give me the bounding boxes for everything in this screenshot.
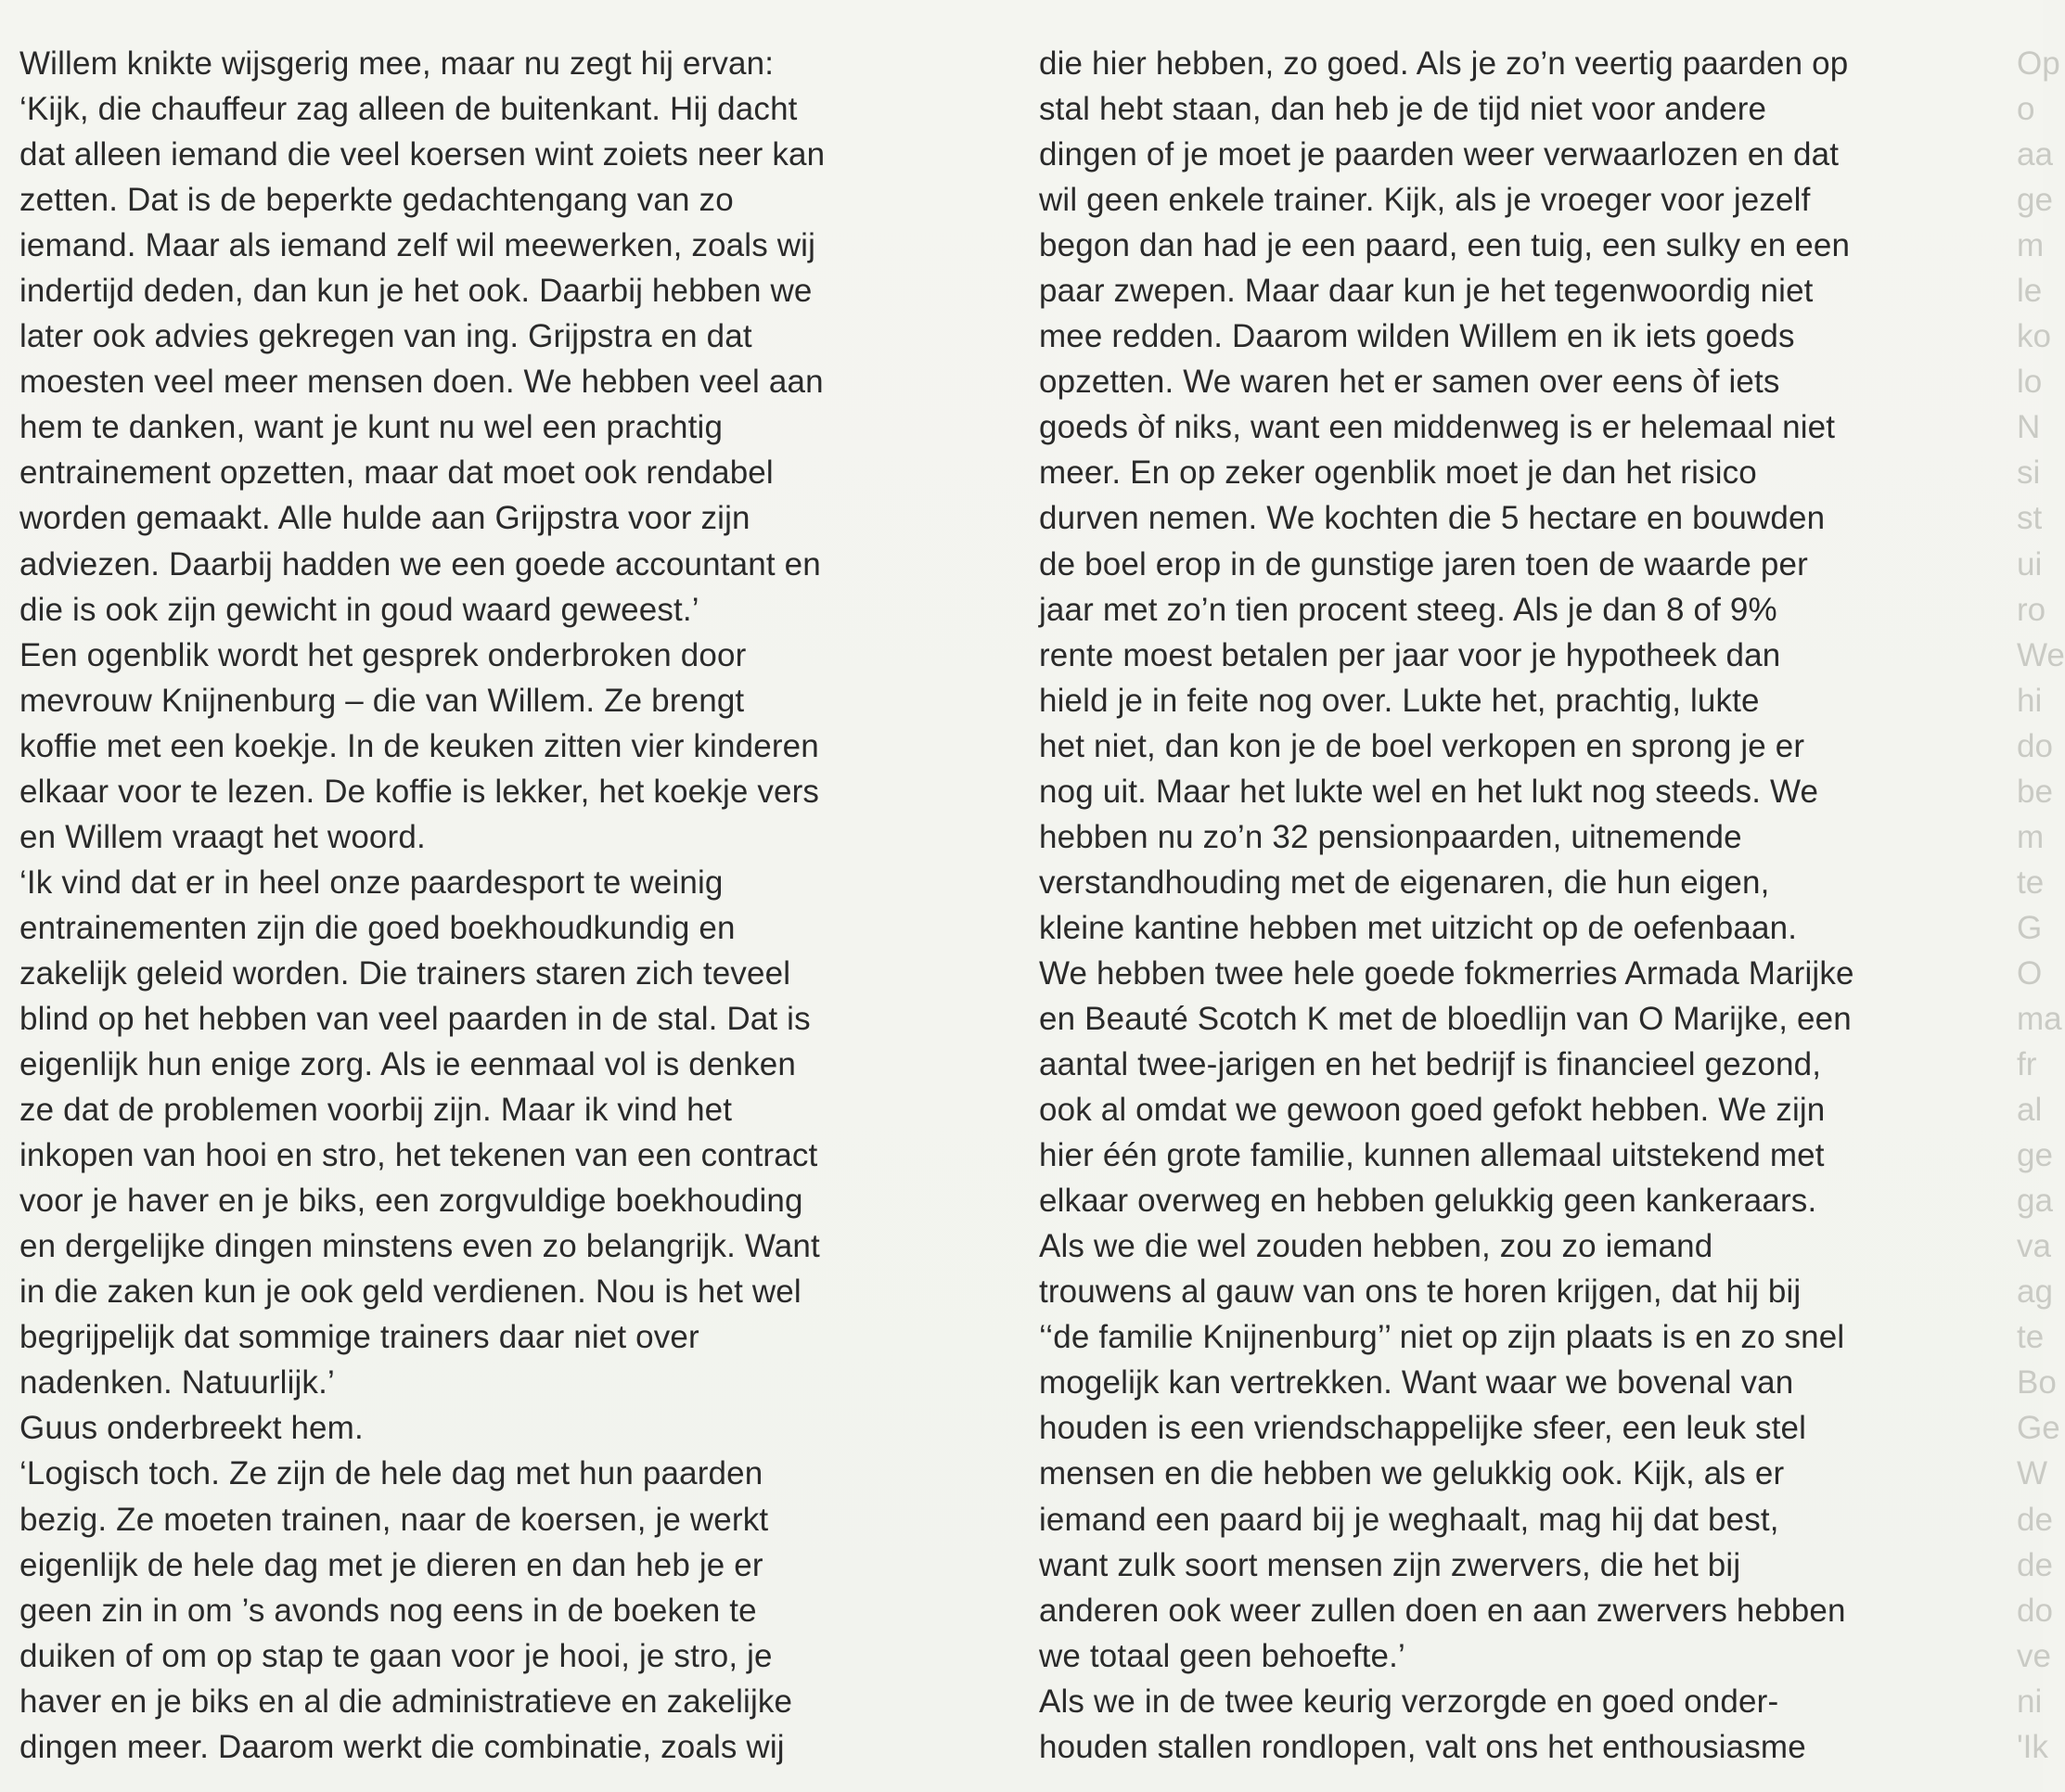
text-line: eigenlijk de hele dag met je dieren en dan heb je er (19, 1546, 763, 1583)
bleed-through-fragment: m (2017, 818, 2045, 855)
bleed-through-fragment: hi (2017, 682, 2043, 719)
text-line: opzetten. We waren het er samen over eens òf iets (1039, 364, 1780, 401)
text-line: moesten veel meer mensen doen. We hebben veel aan (19, 364, 824, 401)
bleed-through-fragment: ge (2017, 1137, 2053, 1174)
text-line: Willem knikte wijsgerig mee, maar nu zegt hij ervan: (19, 45, 775, 82)
text-line: ‘Logisch toch. Ze zijn de hele dag met hun paarden (19, 1455, 763, 1492)
text-line: mee redden. Daarom wilden Willem en ik iets goeds (1039, 318, 1795, 355)
bleed-through-fragment: ag (2017, 1274, 2053, 1311)
text-line: meer. En op zeker ogenblik moet je dan het risico (1039, 454, 1757, 492)
text-line: bezig. Ze moeten trainen, naar de koersen, je werkt (19, 1501, 769, 1538)
text-line: worden gemaakt. Alle hulde aan Grijpstra voor zijn (19, 500, 750, 537)
text-line: aantal twee-jarigen en het bedrijf is financieel gezond, (1039, 1046, 1822, 1083)
text-line: begon dan had je een paard, een tuig, een sulky en een (1039, 227, 1851, 264)
text-line: verstandhouding met de eigenaren, die hun eigen, (1039, 864, 1770, 901)
text-line: ‘Kijk, die chauffeur zag alleen de buitenkant. Hij dacht (19, 91, 798, 128)
bleed-through-fragment: We (2017, 636, 2065, 673)
text-line: dingen of je moet je paarden weer verwaarlozen en dat (1039, 136, 1840, 173)
bleed-through-fragment: Op (2017, 45, 2060, 82)
text-line: ook al omdat we gewoon goed gefokt hebben. We zijn (1039, 1092, 1826, 1129)
text-line: nog uit. Maar het lukte wel en het lukt nog steeds. We (1039, 773, 1819, 810)
text-line: entrainement opzetten, maar dat moet ook rendabel (19, 454, 774, 492)
text-line: en dergelijke dingen minstens even zo belangrijk. Want (19, 1228, 820, 1265)
text-line: iemand. Maar als iemand zelf wil meewerken, zoals wij (19, 227, 815, 264)
left-text-column (19, 41, 989, 1770)
text-line: die hier hebben, zo goed. Als je zo’n veertig paarden op (1039, 45, 1849, 82)
bleed-through-fragment: si (2017, 454, 2041, 492)
text-line: mogelijk kan vertrekken. Want waar we bovenal van (1039, 1364, 1794, 1402)
bleed-through-fragment: N (2017, 409, 2041, 446)
text-line: ze dat de problemen voorbij zijn. Maar ik vind het (19, 1092, 733, 1129)
text-line: begrijpelijk dat sommige trainers daar niet over (19, 1319, 699, 1356)
text-line: en Willem vraagt het woord. (19, 818, 426, 855)
text-line: voor je haver en je biks, een zorgvuldige boekhouding (19, 1183, 803, 1220)
text-line: indertijd deden, dan kun je het ook. Daarbij hebben we (19, 273, 813, 310)
text-line: elkaar overweg en hebben gelukkig geen kankeraars. (1039, 1183, 1817, 1220)
text-line: kleine kantine hebben met uitzicht op de oefenbaan. (1039, 909, 1798, 946)
text-line: dat alleen iemand die veel koersen wint zoiets neer kan (19, 136, 826, 173)
text-line: goeds òf niks, want een middenweg is er helemaal niet (1039, 409, 1836, 446)
text-line: ‘‘de familie Knijnenburg’’ niet op zijn plaats is en zo snel (1039, 1319, 1845, 1356)
text-line: zetten. Dat is de beperkte gedachtengang van zo (19, 182, 734, 219)
bleed-through-fragment: do (2017, 727, 2053, 764)
bleed-through-fragment: al (2017, 1092, 2043, 1129)
text-line: wil geen enkele trainer. Kijk, als je vroeger voor jezelf (1039, 182, 1811, 219)
bleed-through-fragment: G (2017, 909, 2043, 946)
bleed-through-fragment: ko (2017, 318, 2051, 355)
text-line: We hebben twee hele goede fokmerries Armada Marijke (1039, 954, 1854, 992)
text-line: haver en je biks en al die administratieve en zakelijke (19, 1683, 793, 1720)
text-line: mensen en die hebben we gelukkig ook. Kijk, als er (1039, 1455, 1785, 1492)
bleed-through-fragment: st (2017, 500, 2043, 537)
text-line: Guus onderbreekt hem. (19, 1410, 364, 1447)
bleed-through-fragment: de (2017, 1546, 2053, 1583)
text-line: hebben nu zo’n 32 pensionpaarden, uitnemende (1039, 818, 1742, 855)
text-line: trouwens al gauw van ons te horen krijgen, dat hij bij (1039, 1274, 1802, 1311)
text-line: hem te danken, want je kunt nu wel een prachtig (19, 409, 724, 446)
text-line: de boel erop in de gunstige jaren toen de waarde per (1039, 545, 1808, 582)
text-line: koffie met een koekje. In de keuken zitten vier kinderen (19, 727, 819, 764)
bleed-through-fragment: ni (2017, 1683, 2043, 1720)
text-line: later ook advies gekregen van ing. Grijpstra en dat (19, 318, 752, 355)
text-line: in die zaken kun je ook geld verdienen. Nou is het wel (19, 1274, 802, 1311)
bleed-through-fragment: ro (2017, 591, 2046, 628)
bleed-through-fragment: o (2017, 91, 2035, 128)
text-line: stal hebt staan, dan heb je de tijd niet voor andere (1039, 91, 1767, 128)
text-line: nadenken. Natuurlijk.’ (19, 1364, 335, 1402)
bleed-through-fragment: ge (2017, 182, 2053, 219)
bleed-through-fragment: m (2017, 227, 2045, 264)
text-line: paar zwepen. Maar daar kun je het tegenwoordig niet (1039, 273, 1814, 310)
text-line: mevrouw Knijnenburg – die van Willem. Ze brengt (19, 682, 745, 719)
text-line: die is ook zijn gewicht in goud waard geweest.’ (19, 591, 699, 628)
text-line: adviezen. Daarbij hadden we een goede accountant en (19, 545, 821, 582)
text-line: iemand een paard bij je weghaalt, mag hij dat best, (1039, 1501, 1779, 1538)
bleed-through-fragment: ga (2017, 1183, 2053, 1220)
text-line: anderen ook weer zullen doen en aan zwervers hebben (1039, 1592, 1846, 1629)
bleed-through-fragment: de (2017, 1501, 2053, 1538)
text-line: geen zin in om ’s avonds nog eens in de boeken te (19, 1592, 757, 1629)
bleed-through-fragment: W (2017, 1455, 2048, 1492)
text-line: houden is een vriendschappelijke sfeer, een leuk stel (1039, 1410, 1807, 1447)
bleed-through-fragment: Bo (2017, 1364, 2057, 1402)
text-line: rente moest betalen per jaar voor je hypotheek dan (1039, 636, 1781, 673)
text-line: entrainementen zijn die goed boekhoudkundig en (19, 909, 736, 946)
text-line: hier één grote familie, kunnen allemaal uitstekend met (1039, 1137, 1825, 1174)
text-line: zakelijk geleid worden. Die trainers staren zich teveel (19, 954, 791, 992)
bleed-through-margin (2017, 41, 2065, 1785)
text-line: duiken of om op stap te gaan voor je hooi, je stro, je (19, 1637, 773, 1674)
text-line: blind op het hebben van veel paarden in de stal. Dat is (19, 1000, 811, 1037)
bleed-through-fragment: be (2017, 773, 2053, 810)
text-line: we totaal geen behoefte.’ (1039, 1637, 1405, 1674)
text-line: inkopen van hooi en stro, het tekenen van een contract (19, 1137, 818, 1174)
bleed-through-fragment: O (2017, 954, 2043, 992)
bleed-through-fragment: lo (2017, 364, 2043, 401)
bleed-through-fragment: Ge (2017, 1410, 2060, 1447)
text-line: elkaar voor te lezen. De koffie is lekker, het koekje vers (19, 773, 820, 810)
text-line: Een ogenblik wordt het gesprek onderbroken door (19, 636, 747, 673)
bleed-through-fragment: va (2017, 1228, 2051, 1265)
bleed-through-fragment: te (2017, 1319, 2045, 1356)
text-line: Als we die wel zouden hebben, zou zo iemand (1039, 1228, 1713, 1265)
bleed-through-fragment: 'Ik (2017, 1728, 2048, 1765)
bleed-through-fragment: ma (2017, 1000, 2062, 1037)
bleed-through-fragment: do (2017, 1592, 2053, 1629)
text-line: houden stallen rondlopen, valt ons het enthousiasme (1039, 1728, 1806, 1765)
text-line: eigenlijk hun enige zorg. Als ie eenmaal vol is denken (19, 1046, 796, 1083)
bleed-through-fragment: ui (2017, 545, 2043, 582)
bleed-through-fragment: le (2017, 273, 2043, 310)
text-line: ‘Ik vind dat er in heel onze paardesport te weinig (19, 864, 724, 901)
text-line: dingen meer. Daarom werkt die combinatie, zoals wij (19, 1728, 785, 1765)
text-line: hield je in feite nog over. Lukte het, prachtig, lukte (1039, 682, 1760, 719)
bleed-through-fragment: fr (2017, 1046, 2037, 1083)
bleed-through-fragment: te (2017, 864, 2045, 901)
bleed-through-fragment: aa (2017, 136, 2053, 173)
text-line: jaar met zo’n tien procent steeg. Als je dan 8 of 9% (1039, 591, 1777, 628)
text-line: want zulk soort mensen zijn zwervers, die het bij (1039, 1546, 1741, 1583)
text-line: durven nemen. We kochten die 5 hectare en bouwden (1039, 500, 1826, 537)
text-line: Als we in de twee keurig verzorgde en goed onder- (1039, 1683, 1779, 1720)
text-line: en Beauté Scotch K met de bloedlijn van O Marijke, een (1039, 1000, 1852, 1037)
text-line: het niet, dan kon je de boel verkopen en sprong je er (1039, 727, 1805, 764)
right-text-column (1039, 41, 2008, 1770)
bleed-through-fragment: ve (2017, 1637, 2051, 1674)
